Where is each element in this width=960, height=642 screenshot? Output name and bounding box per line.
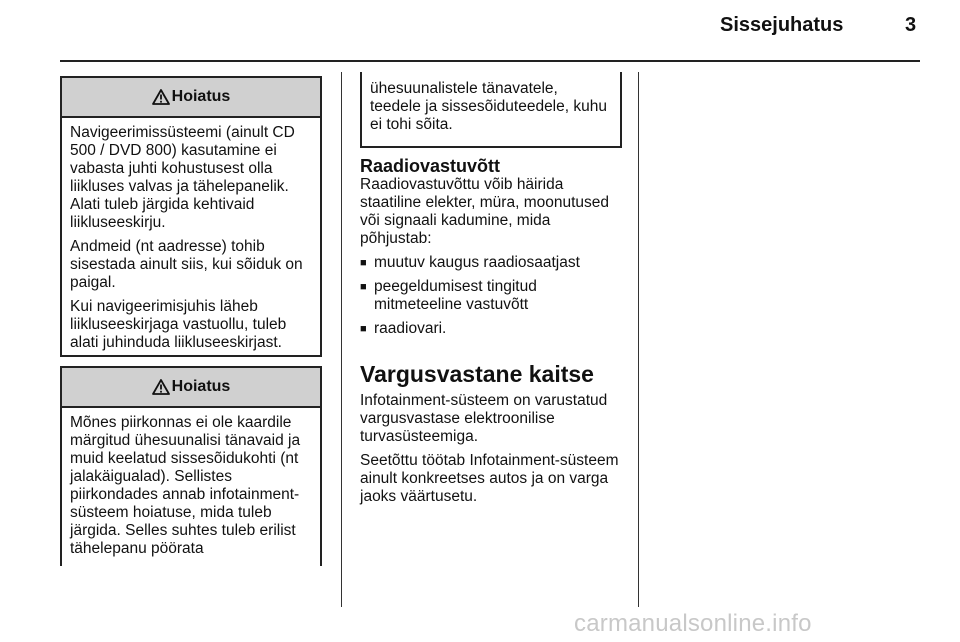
warning-triangle-icon xyxy=(152,379,170,395)
list-item xyxy=(360,278,625,314)
section-heading-theft: Vargusvastane kaitse xyxy=(360,361,594,387)
warning-box-continuation xyxy=(360,72,622,148)
warning-paragraph: Mõnes piirkonnas ei ole kaardile märgitud ühesuunalisi tänavaid ja muid keelatud sissesõidukohti (nt jalakäigualad). Sellistes piirkondades annab infotainment-süsteem hoiatuse, mida tuleb järgida. Selles suhtes tuleb erilist tähelepanu pöörata xyxy=(70,414,301,557)
warning-body xyxy=(62,118,320,364)
warning-body xyxy=(62,408,320,570)
list-item-text: muutuv kaugus raadiosaatjast xyxy=(374,254,580,271)
section-heading-radio: Raadiovastuvõtt xyxy=(360,156,501,176)
warning-paragraph: Andmeid (nt aadresse) tohib sisestada ainult siis, kui sõiduk on paigal. xyxy=(70,238,303,291)
theft-paragraph: Infotainment-süsteem on varustatud vargusvastase elektroonilise turvasüsteemiga. xyxy=(360,392,608,445)
radio-intro: Raadiovastuvõttu võib häirida staatiline elekter, müra, moonutused või signaali kadumine, mida põhjustab: xyxy=(360,176,609,247)
warning-label: Hoiatus xyxy=(171,88,231,105)
warning-box-one-way-streets xyxy=(60,366,322,566)
column-divider-left xyxy=(341,72,342,607)
bullet-square-icon: ■ xyxy=(360,281,367,293)
warning-label: Hoiatus xyxy=(171,378,231,395)
warning-paragraph: Navigeerimissüsteemi (ainult CD 500 / DVD 800) kasutamine ei vabasta juhti kohustusest olla liikluses valvas ja tähelepanelik. Alati tuleb järgida kehtivaid liikluseeskirju. xyxy=(70,124,295,231)
warning-body xyxy=(362,72,620,146)
list-item-text: peegeldumisest tingitud mitmeteeline vastuvõtt xyxy=(374,278,537,313)
watermark: carmanualsonline.info xyxy=(574,610,812,637)
warning-header xyxy=(62,78,320,118)
column-divider-right xyxy=(638,72,639,607)
page-number: 3 xyxy=(905,14,917,36)
page-header-title: Sissejuhatus xyxy=(720,14,844,36)
column-two-content xyxy=(360,156,625,506)
list-item xyxy=(360,320,625,338)
bullet-square-icon: ■ xyxy=(360,323,367,335)
list-item xyxy=(360,254,625,272)
warning-paragraph: ühesuunalistele tänavatele, teedele ja sissesõiduteedele, kuhu ei tohi sõita. xyxy=(370,80,607,133)
header-rule xyxy=(60,60,920,62)
warning-paragraph: Kui navigeerimisjuhis läheb liikluseeskirjaga vastuollu, tuleb alati juhinduda liikluseeskirjast. xyxy=(70,298,287,351)
list-item-text: raadiovari. xyxy=(374,320,447,337)
warning-box-navigation xyxy=(60,76,322,357)
theft-paragraph: Seetõttu töötab Infotainment-süsteem ainult konkreetses autos ja on varga jaoks väärtusetu. xyxy=(360,452,619,505)
bullet-square-icon: ■ xyxy=(360,257,367,269)
warning-triangle-icon xyxy=(152,89,170,105)
warning-header xyxy=(62,368,320,408)
